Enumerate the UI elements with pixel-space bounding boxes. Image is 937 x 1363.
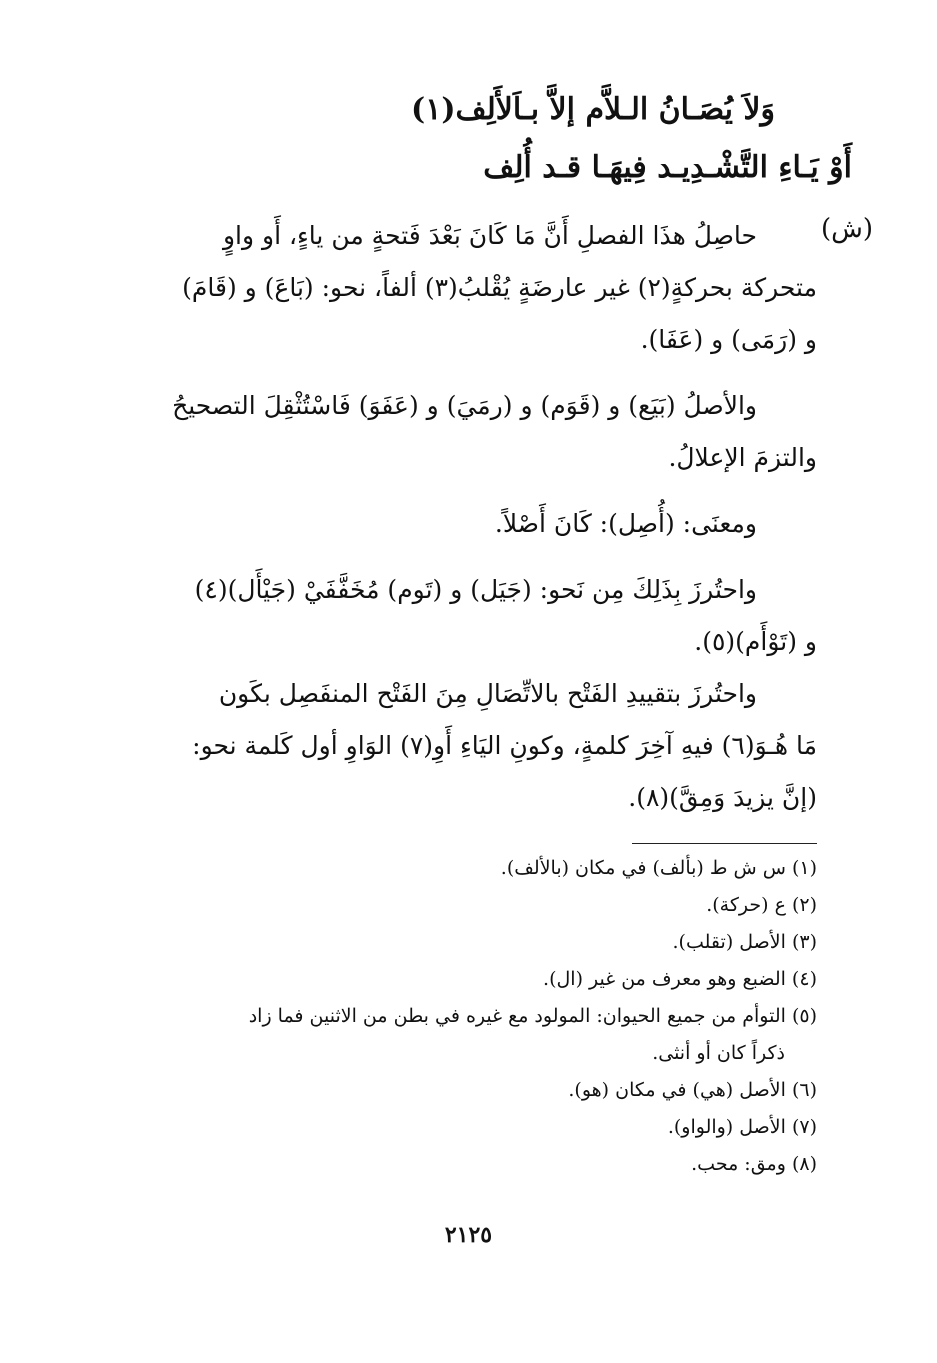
footnote: (٦) الأصل (هي) في مكان (هو). xyxy=(568,1079,817,1101)
commentary-body xyxy=(137,210,817,824)
text-line: واحتُرزَ بِذَلِكَ مِن نَحو: (جَيَل) و (تَوم) مُخَفَّفَيْ (جَيْأَل)(٤) xyxy=(194,575,757,604)
footnote: (٤) الضبع وهو معرف من غير (ال). xyxy=(543,968,817,990)
paragraph-5 xyxy=(137,668,817,824)
footnote-divider xyxy=(632,843,817,844)
text-line: ومعنَى: (أُصِل): كَانَ أَصْلاً. xyxy=(494,509,757,538)
footnote: (٧) الأصل (والواو). xyxy=(667,1116,817,1138)
commentary-marker: (ش) xyxy=(820,214,873,244)
text-line: والتزمَ الإعلالُ. xyxy=(668,443,817,472)
paragraph-3 xyxy=(137,498,817,550)
text-line: مَا هُـوَ(٦) فيهِ آخِرَ كلمةٍ، وكونِ اليَاءِ أَوِ(٧) الوَاوِ أول كَلمة نحو: xyxy=(192,731,817,760)
text-line: والأصلُ (بَيَع) و (قَوَم) و (رمَيَ) و (عَفَوَ) فَاسْتُثْقِلَ التصحيحُ xyxy=(172,391,757,420)
footnote: (٢) ع (حركة). xyxy=(706,894,817,916)
paragraph-2 xyxy=(137,380,817,484)
page-number: ٢١٢٥ xyxy=(444,1222,493,1248)
paragraph-4 xyxy=(137,564,817,668)
footnote-continuation: ذكراً كان أو أنثى. xyxy=(652,1042,785,1064)
footnote: (١) س ش ط (بألف) في مكان (بالألف). xyxy=(500,857,817,879)
footnote: (٨) ومق: محب. xyxy=(691,1153,817,1175)
text-line: و (رَمَى) و (عَفَا). xyxy=(640,325,817,354)
verse-line-1: وَلاَ يُصَـانُ الـلاَّم إلاَّ بـاَلأَلِف(١) xyxy=(411,92,775,127)
text-line: حاصِلُ هذَا الفصلِ أَنَّ مَا كَانَ بَعْدَ فَتحةٍ من ياءٍ، أَو واوٍ xyxy=(222,221,757,250)
footnotes xyxy=(127,850,817,1183)
footnote: (٥) التوأم من جميع الحيوان: المولود مع غيره في بطن من الاثنين فما زاد xyxy=(248,1005,817,1027)
footnote: (٣) الأصل (تقلب). xyxy=(672,931,817,953)
paragraph-1 xyxy=(137,210,817,366)
text-line: متحركة بحركةٍ(٢) غير عارضَةٍ يُقْلبُ(٣) ألفاً، نحو: (بَاعَ) و (قَامَ) xyxy=(182,273,817,302)
text-line: (إنَّ يزيدَ وَمِقَّ)(٨). xyxy=(628,783,817,812)
verse-line-2: أَوْ يَـاءِ التَّشْـدِيـد فِيهَـا قـد أُلِف xyxy=(483,150,852,185)
text-line: و (تَوْأَم)(٥). xyxy=(694,627,817,656)
text-line: واحتُرزَ بتقييدِ الفَتْح بالاتِّصَالِ مِنَ الفَتْح المنفَصِل بكَون xyxy=(218,679,757,708)
